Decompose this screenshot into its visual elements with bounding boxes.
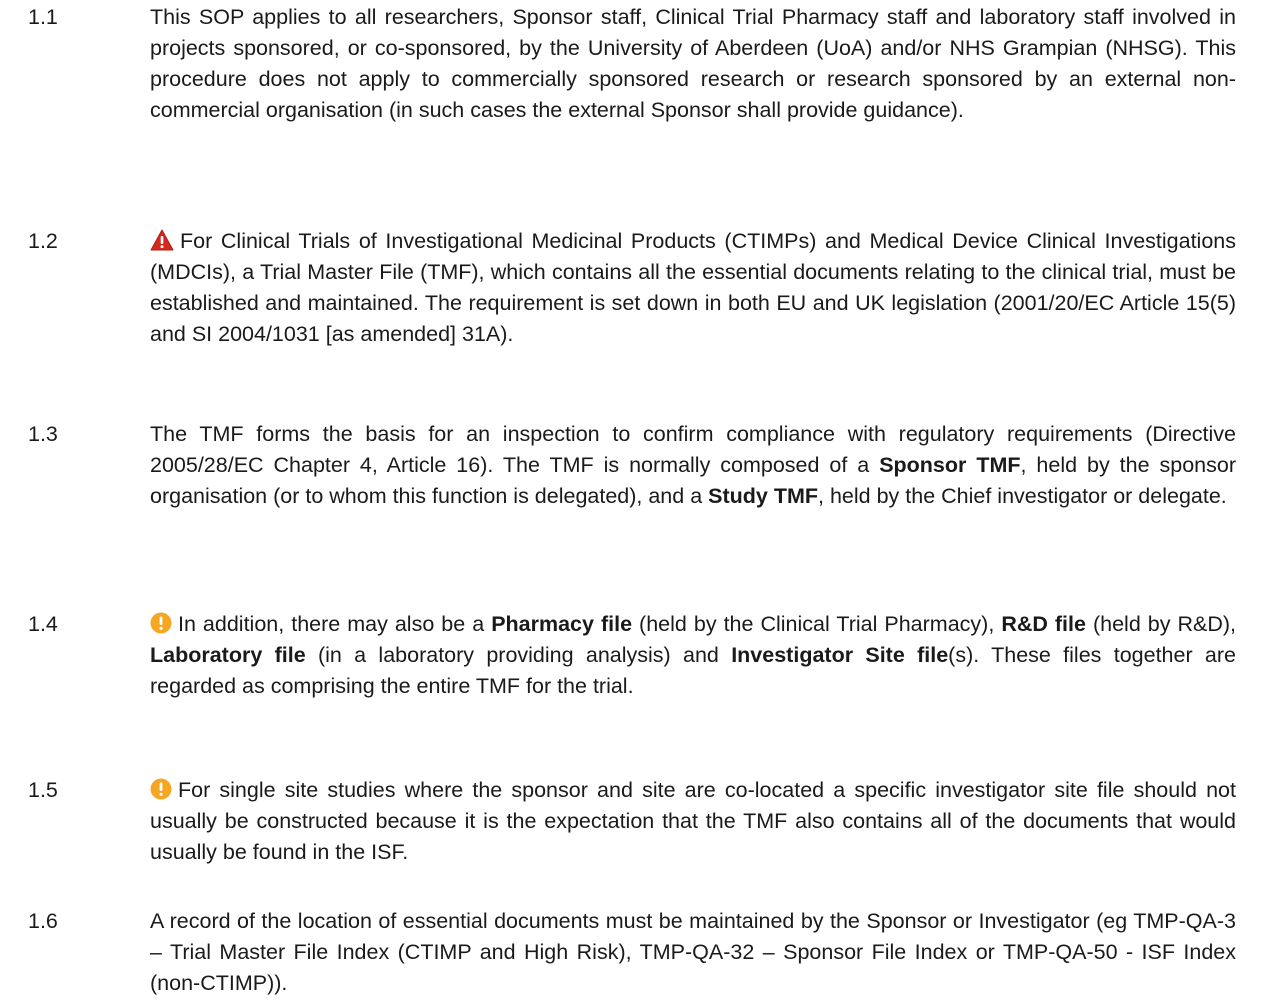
section-text: This SOP applies to all researchers, Sponsor staff, Clinical Trial Pharmacy staff and laboratory staff involved in projects sponsored, or co-sponsored, by the University of Aberdeen (UoA) and/or NHS Grampian (NHSG). This procedure does not apply to commercially sponsored research or research sponsored by an external non-commercial organisation (in such cases the external Sponsor shall provide guidance). [150, 5, 1236, 122]
exclamation-circle-icon [150, 612, 172, 634]
section-text: The TMF forms the basis for an inspection to confirm compliance with regulatory requirements (Directive 2005/28/EC Chapter 4, Article 16). The TMF is normally composed of a Sponsor TMF, held by the sponsor organisation (or to whom this function is delegated), and a Study TMF, held by the Chief investigator or delegate. [150, 422, 1236, 508]
section-number: 1.5 [28, 778, 58, 802]
section-number: 1.3 [28, 422, 58, 446]
laboratory-file-term: Laboratory file [150, 643, 306, 667]
warning-triangle-icon [150, 229, 174, 251]
section-text: For single site studies where the sponsor and site are co-located a specific investigator site file should not usually be constructed because it is the expectation that the TMF also contains all of the documents that would usually be found in the ISF. [150, 778, 1236, 864]
section-text: A record of the location of essential documents must be maintained by the Sponsor or Investigator (eg TMP-QA-3 – Trial Master File Index (CTIMP and High Risk), TMP-QA-32 – Sponsor File Index or TMP-QA-50 - ISF Index (non-CTIMP)). [150, 909, 1236, 995]
section-number: 1.6 [28, 909, 58, 933]
section-text: In addition, there may also be a Pharmacy file (held by the Clinical Trial Pharmacy), R&D file (held by R&D), Laboratory file (in a laboratory providing analysis) and Investigator Site file(s). These files together are regarded as comprising the entire TMF for the trial. [150, 612, 1237, 698]
exclamation-circle-icon [150, 778, 172, 800]
section-number: 1.4 [28, 612, 58, 636]
study-tmf-term: Study TMF [708, 484, 819, 508]
section-text: For Clinical Trials of Investigational Medicinal Products (CTIMPs) and Medical Device Clinical Investigations (MDCIs), a Trial Master File (TMF), which contains all the essential documents relating to the clinical trial, must be established and maintained. The requirement is set down in both EU and UK legislation (2001/20/EC Article 15(5) and SI 2004/1031 [as amended] 31A). [150, 229, 1236, 346]
section-number: 1.2 [28, 229, 58, 253]
rd-file-term: R&D file [1001, 612, 1086, 636]
section-number: 1.1 [28, 5, 58, 29]
pharmacy-file-term: Pharmacy file [491, 612, 633, 636]
sponsor-tmf-term: Sponsor TMF [879, 453, 1021, 477]
investigator-site-file-term: Investigator Site file [731, 643, 949, 667]
